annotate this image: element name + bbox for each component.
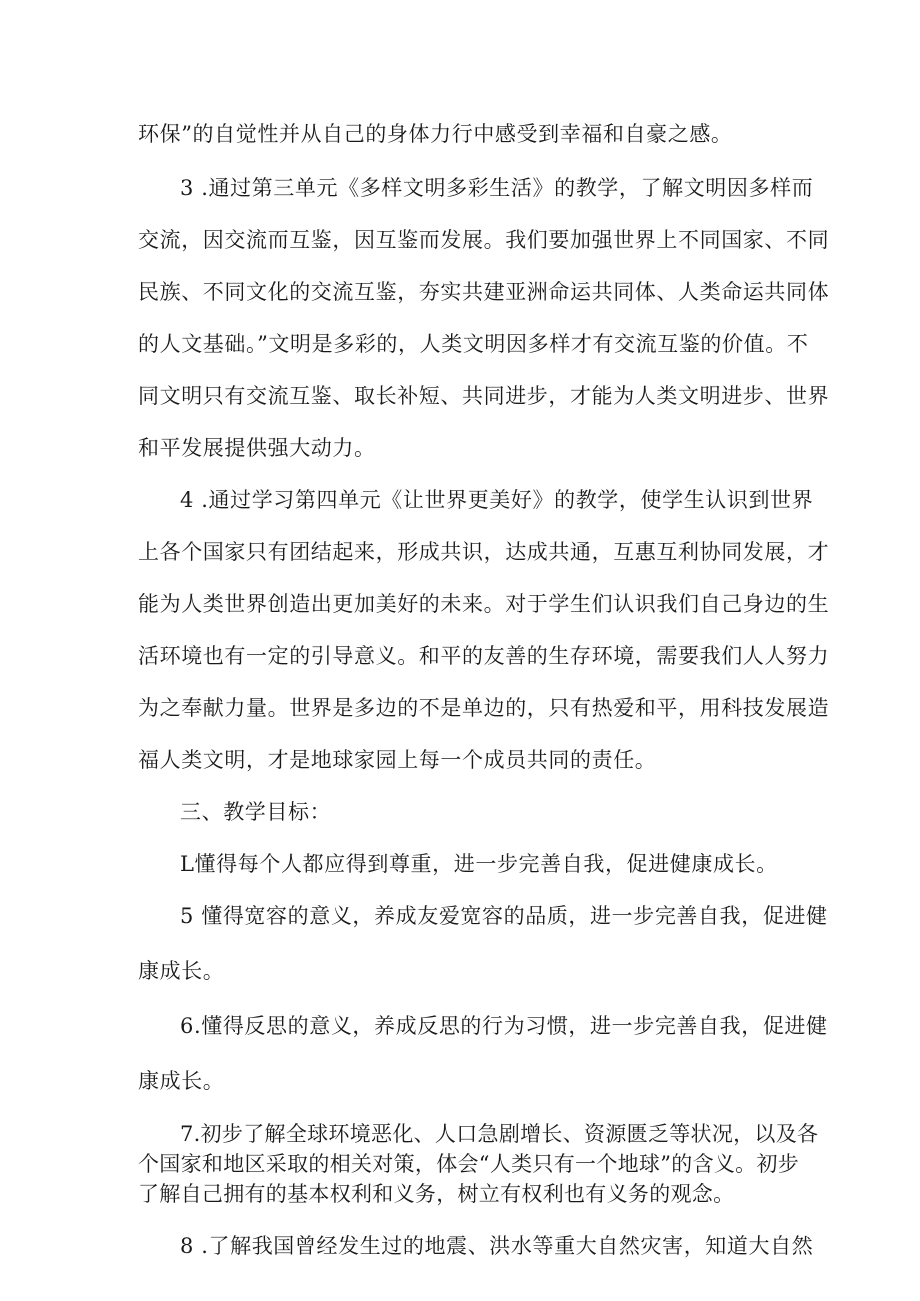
text-line: 上各个国家只有团结起来，形成共识，达成共通，互惠互利协同发展，才 [138, 540, 830, 564]
text-line: 7.初步了解全球环境恶化、人口急剧增长、资源匮乏等状况，以及各 [180, 1122, 819, 1146]
text-line: 康成长。 [138, 959, 225, 983]
text-line: 交流，因交流而互鉴，因互鉴而发展。我们要加强世界上不同国家、不同 [138, 228, 830, 252]
text-line: 6.懂得反思的意义，养成反思的行为习惯，进一步完善自我，促进健 [180, 1014, 828, 1038]
text-line: L懂得每个人都应得到尊重，进一步完善自我，促进健康成长。 [180, 852, 778, 876]
text-line: 能为人类世界创造出更加美好的未来。对于学生们认识我们自己身边的生 [138, 592, 830, 616]
text-line: 3 .通过第三单元《多样文明多彩生活》的教学，了解文明因多样而 [180, 176, 814, 200]
text-line: 为之奉献力量。世界是多边的不是单边的，只有热爱和平，用科技发展造 [138, 696, 830, 720]
text-line: 康成长。 [138, 1069, 225, 1093]
text-line: 了解自己拥有的基本权利和义务，树立有权利也有义务的观念。 [138, 1182, 735, 1206]
text-line: 的人文基础。”文明是多彩的，人类文明因多样才有交流互鉴的价值。不 [138, 332, 809, 356]
text-line: 和平发展提供强大动力。 [138, 436, 376, 460]
section-heading: 三、教学目标： [180, 800, 332, 824]
text-line: 8 .了解我国曾经发生过的地震、洪水等重大自然灾害，知道大自然 [180, 1234, 814, 1258]
text-line: 民族、不同文化的交流互鉴，夯实共建亚洲命运共同体、人类命运共同体 [138, 280, 830, 304]
text-line: 环保”的自觉性并从自己的身体力行中感受到幸福和自豪之感。 [138, 122, 733, 146]
text-line: 4 .通过学习第四单元《让世界更美好》的教学，使学生认识到世界 [180, 488, 814, 512]
text-line: 个国家和地区采取的相关对策，体会“人类只有一个地球”的含义。初步 [138, 1152, 800, 1176]
text-line: 5 懂得宽容的意义，养成友爱宽容的品质，进一步完善自我，促进健 [180, 904, 828, 928]
text-line: 活环境也有一定的引导意义。和平的友善的生存环境，需要我们人人努力 [138, 644, 830, 668]
text-line: 福人类文明，才是地球家园上每一个成员共同的责任。 [138, 748, 657, 772]
text-line: 同文明只有交流互鉴、取长补短、共同进步，才能为人类文明进步、世界 [138, 384, 830, 408]
